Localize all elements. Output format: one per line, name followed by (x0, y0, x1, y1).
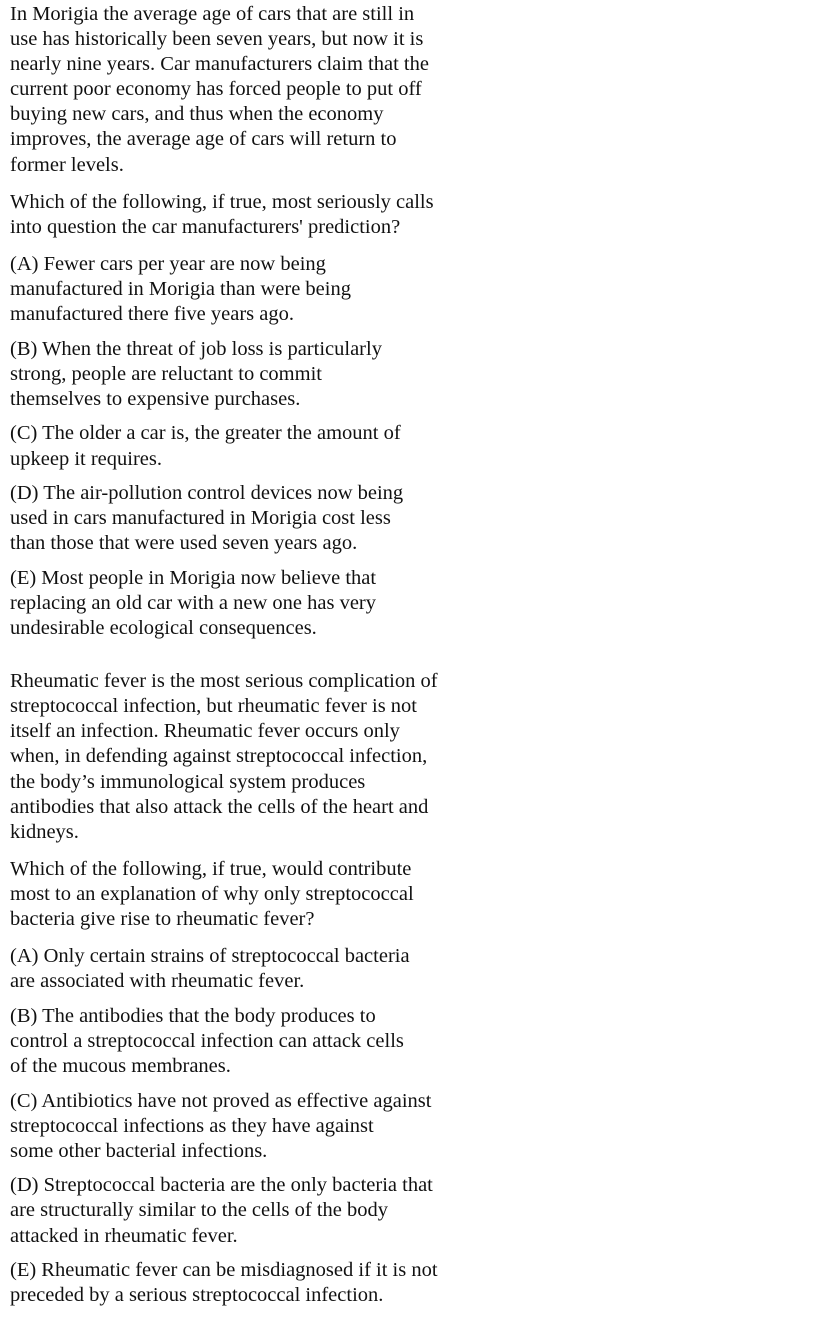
passage-line: when, in defending against streptococcal infection, (10, 745, 428, 768)
question-2-passage (10, 669, 480, 845)
stem-line: into question the car manufacturers' prediction? (10, 215, 401, 238)
passage-line: improves, the average age of cars will return to (10, 128, 397, 151)
passage-line: kidneys. (10, 820, 79, 843)
passage-line: current poor economy has forced people to put off (10, 78, 422, 101)
question-2-options (10, 944, 480, 1308)
option-line: undesirable ecological consequences. (10, 617, 317, 640)
option-line: (D) The air-pollution control devices now being (10, 482, 404, 505)
option-line: upkeep it requires. (10, 447, 162, 470)
option-c (10, 1089, 480, 1164)
question-1-passage (10, 2, 480, 178)
option-line: (C) The older a car is, the greater the amount of (10, 422, 401, 445)
stem-line: Which of the following, if true, most seriously calls (10, 190, 434, 213)
option-c (10, 421, 480, 471)
stem-line: Which of the following, if true, would contribute (10, 857, 412, 880)
option-line: replacing an old car with a new one has very (10, 591, 377, 614)
question-2-stem (10, 857, 480, 932)
option-line: (E) Rheumatic fever can be misdiagnosed if it is not (10, 1259, 438, 1282)
question-1-options (10, 252, 480, 641)
option-a (10, 944, 480, 994)
option-e (10, 1258, 480, 1308)
option-line: (E) Most people in Morigia now believe that (10, 566, 377, 589)
option-line: (D) Streptococcal bacteria are the only bacteria that (10, 1174, 433, 1197)
option-d (10, 1173, 480, 1248)
option-b (10, 1004, 480, 1079)
option-line: (A) Fewer cars per year are now being (10, 252, 326, 275)
option-line: streptococcal infections as they have against (10, 1114, 374, 1137)
passage-line: In Morigia the average age of cars that are still in (10, 3, 415, 25)
passage-line: itself an infection. Rheumatic fever occurs only (10, 720, 400, 743)
option-line: themselves to expensive purchases. (10, 387, 301, 410)
option-line: than those that were used seven years ago. (10, 532, 358, 555)
option-line: manufactured in Morigia than were being (10, 277, 351, 300)
document-page (10, 2, 480, 1318)
stem-line: bacteria give rise to rheumatic fever? (10, 908, 315, 930)
option-line: preceded by a serious streptococcal infection. (10, 1284, 384, 1307)
option-line: strong, people are reluctant to commit (10, 362, 322, 385)
option-line: used in cars manufactured in Morigia cost less (10, 507, 391, 530)
option-d (10, 481, 480, 556)
question-1 (10, 2, 480, 641)
question-2 (10, 669, 480, 1308)
option-line: some other bacterial infections. (10, 1139, 268, 1162)
option-line: manufactured there five years ago. (10, 303, 295, 326)
stem-line: most to an explanation of why only streptococcal (10, 882, 414, 905)
option-line: (B) The antibodies that the body produces to (10, 1004, 376, 1027)
passage-line: nearly nine years. Car manufacturers claim that the (10, 53, 429, 76)
option-a (10, 252, 480, 327)
option-line: are associated with rheumatic fever. (10, 970, 305, 993)
option-line: of the mucous membranes. (10, 1054, 231, 1077)
passage-line: buying new cars, and thus when the economy (10, 103, 384, 126)
question-1-stem (10, 190, 480, 240)
passage-line: streptococcal infection, but rheumatic fever is not (10, 695, 417, 718)
option-line: attacked in rheumatic fever. (10, 1224, 238, 1247)
option-e (10, 566, 480, 641)
option-line: control a streptococcal infection can attack cells (10, 1029, 404, 1052)
passage-line: the body’s immunological system produces (10, 770, 366, 793)
option-line: are structurally similar to the cells of the body (10, 1199, 388, 1222)
option-line: (B) When the threat of job loss is particularly (10, 337, 382, 360)
option-line: (A) Only certain strains of streptococcal bacteria (10, 945, 410, 968)
option-line: (C) Antibiotics have not proved as effective against (10, 1089, 432, 1112)
passage-line: former levels. (10, 153, 124, 176)
passage-line: use has historically been seven years, but now it is (10, 28, 424, 51)
passage-line: antibodies that also attack the cells of the heart and (10, 795, 429, 818)
passage-line: Rheumatic fever is the most serious complication of (10, 670, 438, 693)
option-b (10, 337, 480, 412)
